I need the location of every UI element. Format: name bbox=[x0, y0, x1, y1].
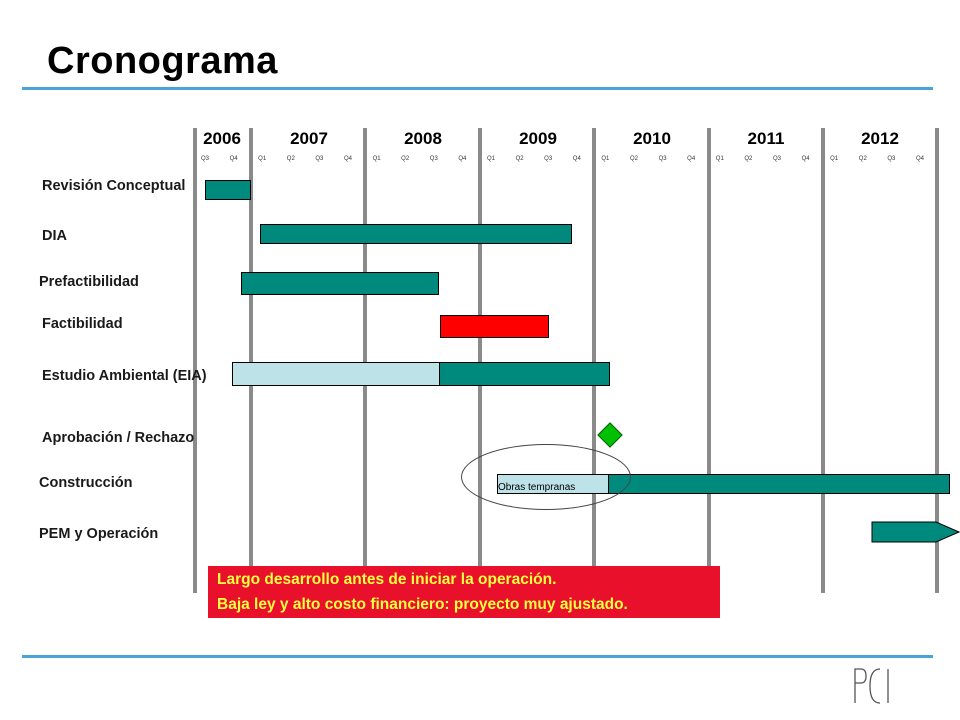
gantt-gridline bbox=[363, 128, 367, 593]
pci-logo bbox=[852, 663, 894, 707]
quarter-label: Q1 bbox=[258, 156, 267, 162]
bar-dia bbox=[260, 224, 572, 244]
quarter-label: Q3 bbox=[429, 156, 438, 162]
bottom-divider bbox=[22, 655, 933, 658]
quarter-label: Q3 bbox=[315, 156, 324, 162]
quarter-label: Q4 bbox=[687, 156, 696, 162]
year-header: 2007 bbox=[290, 129, 328, 148]
quarter-label: Q2 bbox=[744, 156, 753, 162]
year-header: 2012 bbox=[861, 129, 899, 148]
year-header: 2011 bbox=[747, 129, 785, 148]
page-title: Cronograma bbox=[47, 40, 278, 82]
top-divider bbox=[22, 87, 933, 90]
bar-eia-phase-1 bbox=[232, 362, 440, 386]
row-label-revision-conceptual: Revisión Conceptual bbox=[42, 178, 186, 194]
year-header: 2006 bbox=[203, 129, 241, 148]
quarter-label: Q1 bbox=[830, 156, 839, 162]
quarter-label: Q4 bbox=[572, 156, 581, 162]
arrow-pem-operacion bbox=[871, 519, 960, 545]
quarter-label: Q3 bbox=[772, 156, 781, 162]
quarter-label: Q2 bbox=[286, 156, 295, 162]
quarter-label: Q1 bbox=[601, 156, 610, 162]
quarter-label: Q2 bbox=[858, 156, 867, 162]
bar-eia-phase-2 bbox=[439, 362, 610, 386]
row-label-pem-operacion: PEM y Operación bbox=[39, 526, 159, 542]
quarter-label: Q4 bbox=[801, 156, 810, 162]
row-label-prefactibilidad: Prefactibilidad bbox=[39, 274, 139, 290]
bar-construccion bbox=[608, 474, 950, 494]
quarter-label: Q2 bbox=[401, 156, 410, 162]
gantt-gridline bbox=[707, 128, 711, 593]
bar-factibilidad bbox=[440, 315, 549, 338]
quarter-label: Q3 bbox=[658, 156, 667, 162]
note-line-1: Largo desarrollo antes de iniciar la operación. bbox=[217, 571, 557, 588]
gantt-gridline bbox=[478, 128, 482, 593]
obras-label: Obras tempranas bbox=[498, 482, 576, 493]
gantt-gridline bbox=[193, 128, 197, 593]
quarter-label: Q4 bbox=[915, 156, 924, 162]
bar-revision-conceptual bbox=[205, 180, 251, 200]
note-box bbox=[208, 566, 720, 618]
quarter-label: Q1 bbox=[486, 156, 495, 162]
highlight-ellipse bbox=[461, 444, 631, 510]
quarter-label: Q4 bbox=[458, 156, 467, 162]
bar-prefactibilidad bbox=[241, 272, 439, 295]
row-label-construccion: Construcción bbox=[39, 475, 133, 491]
row-label-estudio-ambiental: Estudio Ambiental (EIA) bbox=[42, 368, 207, 384]
row-label-aprobacion: Aprobación / Rechazo bbox=[42, 430, 195, 446]
quarter-label: Q3 bbox=[544, 156, 553, 162]
quarter-label: Q2 bbox=[629, 156, 638, 162]
row-label-dia: DIA bbox=[42, 228, 67, 244]
quarter-label: Q4 bbox=[229, 156, 238, 162]
gantt-gridline bbox=[592, 128, 596, 593]
quarter-label: Q3 bbox=[887, 156, 896, 162]
quarter-label: Q3 bbox=[200, 156, 209, 162]
note-line-2: Baja ley y alto costo financiero: proyecto muy ajustado. bbox=[217, 596, 628, 613]
quarter-label: Q1 bbox=[372, 156, 381, 162]
quarter-label: Q4 bbox=[343, 156, 352, 162]
year-header: 2009 bbox=[519, 129, 557, 148]
quarter-label: Q1 bbox=[715, 156, 724, 162]
milestone-aprobacion bbox=[597, 422, 622, 447]
quarter-label: Q2 bbox=[515, 156, 524, 162]
gantt-gridline bbox=[821, 128, 825, 593]
year-header: 2008 bbox=[404, 129, 442, 148]
row-label-factibilidad: Factibilidad bbox=[42, 316, 123, 332]
year-header: 2010 bbox=[633, 129, 671, 148]
